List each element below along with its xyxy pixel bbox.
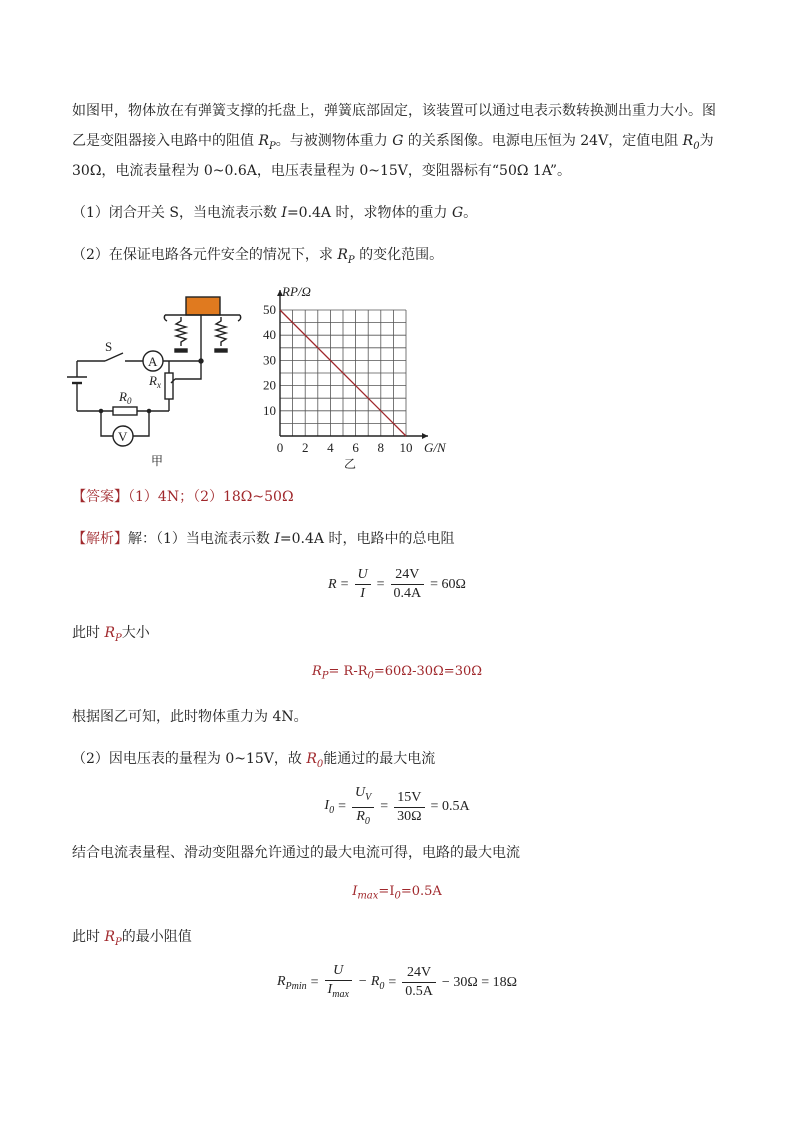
- x-tick-label: 10: [399, 440, 413, 455]
- x-tick-label: 8: [377, 440, 385, 455]
- graph-axes: [277, 290, 428, 439]
- x-tick-label: 0: [276, 440, 284, 455]
- switch-label: S: [105, 339, 113, 354]
- rx-label: $R_x$: [149, 373, 161, 390]
- question-2: （2）在保证电路各元件安全的情况下，求 $R_P$ 的变化范围。: [72, 247, 444, 266]
- circuit-diagram: [65, 293, 255, 473]
- switch-blade: [105, 353, 123, 361]
- ammeter-label: A: [148, 354, 158, 369]
- equation-max-current-r0: $I_0$ = $\frac{U_V}{R_0}$ = $\frac{15V}{30\Omega}$ = 0.5A: [324, 785, 470, 827]
- equation-rp: $R_P= R-R_0=60\Omega-30\Omega=30\Omega$: [311, 664, 483, 682]
- rp-vs-g-graph: [258, 282, 458, 472]
- answer-text: （1）4N；（2）18Ω~50Ω: [128, 489, 294, 505]
- x-tick-label: 6: [352, 440, 359, 455]
- x-axis-label: G/N: [424, 440, 446, 455]
- rp-intro: 此时 $R_P$大小: [72, 625, 150, 644]
- circuit-caption: 甲: [151, 454, 164, 468]
- answer-line: [72, 482, 722, 512]
- equation-imax: $I_{max}=I_0=0.5A$: [352, 884, 442, 902]
- spring-left: [176, 317, 186, 346]
- y-tick-label: 50: [263, 302, 276, 317]
- voltmeter-label: V: [118, 429, 128, 444]
- x-axis-arrow: [422, 433, 428, 439]
- y-tick-label: 40: [263, 327, 276, 343]
- analysis-label: 【解析】: [72, 531, 128, 547]
- graph-caption: 乙: [344, 457, 357, 471]
- problem-line-1: 如图甲，物体放在有弹簧支撑的托盘上，弹簧底部固定，该装置可以通过电表示数转换测出重力大小。图: [72, 103, 716, 119]
- x-tick-label: 4: [327, 440, 334, 455]
- problem-line-2: 乙是变阻器接入电路中的阻值 $R_P$。与被测物体重力 G 的关系图像。电源电压恒为 24V，定值电阻 $R_0$为: [72, 133, 714, 152]
- x-tick-label: 2: [301, 440, 309, 455]
- min-r-intro: 此时 $R_P$的最小阻值: [72, 929, 192, 948]
- problem-line-3: 30Ω，电流表量程为 0~0.6A，电压表量程为 0~15V，变阻器标有“50Ω 1A”。: [72, 163, 572, 179]
- y-tick-label: 20: [263, 377, 276, 393]
- equation-total-resistance: R = $\frac{U}{I}$ = $\frac{24V}{0.4A}$ = 60Ω: [328, 567, 466, 601]
- y-tick-label: 10: [263, 402, 276, 418]
- r0-label: $R_0$: [119, 389, 132, 406]
- graph-conclusion: 根据图乙可知，此时物体重力为 4N。: [72, 709, 308, 725]
- analysis-intro: 【解析】解：（1）当电流表示数 I=0.4A 时，电路中的总电阻: [72, 531, 455, 547]
- answer-label: 【答案】: [72, 489, 128, 505]
- spring-right: [216, 317, 226, 346]
- question-1: （1）闭合开关 S，当电流表示数 I=0.4A 时，求物体的重力 G。: [72, 205, 478, 221]
- q2-intro: （2）因电压表的量程为 0~15V，故 $R_0$能通过的最大电流: [72, 751, 436, 770]
- y-tick-label: 30: [263, 352, 276, 368]
- max-current-text: 结合电流表量程、滑动变阻器允许通过的最大电流可得，电路的最大电流: [72, 845, 520, 861]
- y-axis-label: RP/Ω: [282, 284, 311, 299]
- weight-block: [186, 297, 220, 315]
- equation-rp-min: $R_{Pmin}$ = $\frac{U}{I_{max}}$ − $R_0$ = $\frac{24V}{0.5A}$ − 30Ω = 18Ω: [276, 963, 518, 1000]
- r0-resistor: [113, 407, 137, 415]
- rheostat-body: [165, 373, 173, 399]
